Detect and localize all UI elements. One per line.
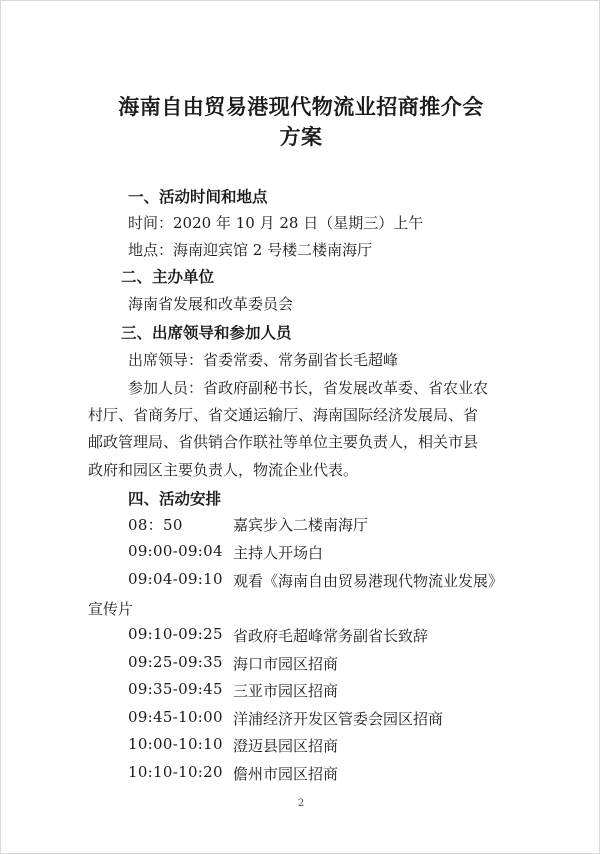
section2-heading: 二、主办单位	[121, 268, 215, 286]
schedule-time: 08：50	[128, 516, 183, 534]
schedule-event: 观看《海南自由贸易港现代物流业发展》	[233, 572, 504, 590]
schedule-time: 10:00-10:10	[128, 735, 223, 753]
schedule-time: 09:04-09:10	[128, 570, 223, 588]
schedule-event: 省政府毛超峰常务副省长致辞	[233, 627, 429, 645]
schedule-event: 三亚市园区招商	[233, 682, 339, 700]
page-number: 2	[297, 798, 305, 809]
participants-line4: 政府和园区主要负责人，物流企业代表。	[88, 461, 359, 479]
schedule-event: 洋浦经济开发区管委会园区招商	[233, 710, 444, 728]
schedule-event: 海口市园区招商	[233, 655, 339, 673]
schedule-time: 09:10-09:25	[128, 625, 223, 643]
schedule-event-continued: 宣传片	[88, 600, 134, 618]
schedule-event: 澄迈县园区招商	[233, 737, 339, 755]
schedule-event: 嘉宾步入二楼南海厅	[233, 516, 369, 534]
host-org: 海南省发展和改革委员会	[128, 295, 294, 313]
schedule-time: 09:00-09:04	[128, 542, 223, 560]
section4-heading: 四、活动安排	[128, 490, 222, 508]
schedule-time: 09:35-09:45	[128, 680, 223, 698]
section1-heading: 一、活动时间和地点	[128, 188, 268, 206]
participants-line2: 村厅、省商务厅、省交通运输厅、海南国际经济发展局、省	[88, 406, 479, 424]
participants-line3: 邮政管理局、省供销合作联社等单位主要负责人，相关市县	[88, 433, 479, 451]
doc-title-line2: 方案	[279, 125, 323, 149]
schedule-time: 10:10-10:20	[128, 763, 223, 781]
schedule-event: 主持人开场白	[233, 544, 324, 562]
event-time: 时间：2020 年 10 月 28 日（星期三）上午	[128, 214, 424, 232]
leaders-line: 出席领导：省委常委、常务副省长毛超峰	[128, 351, 399, 369]
participants-line1: 参加人员：省政府副秘书长，省发展改革委、省农业农	[128, 379, 489, 397]
schedule-event: 儋州市园区招商	[233, 765, 339, 783]
event-place: 地点：海南迎宾馆 2 号楼二楼南海厅	[128, 241, 373, 259]
schedule-time: 09:25-09:35	[128, 653, 223, 671]
doc-title-line1: 海南自由贸易港现代物流业招商推介会	[118, 95, 484, 119]
section3-heading: 三、出席领导和参加人员	[121, 324, 292, 342]
schedule-time: 09:45-10:00	[128, 708, 223, 726]
